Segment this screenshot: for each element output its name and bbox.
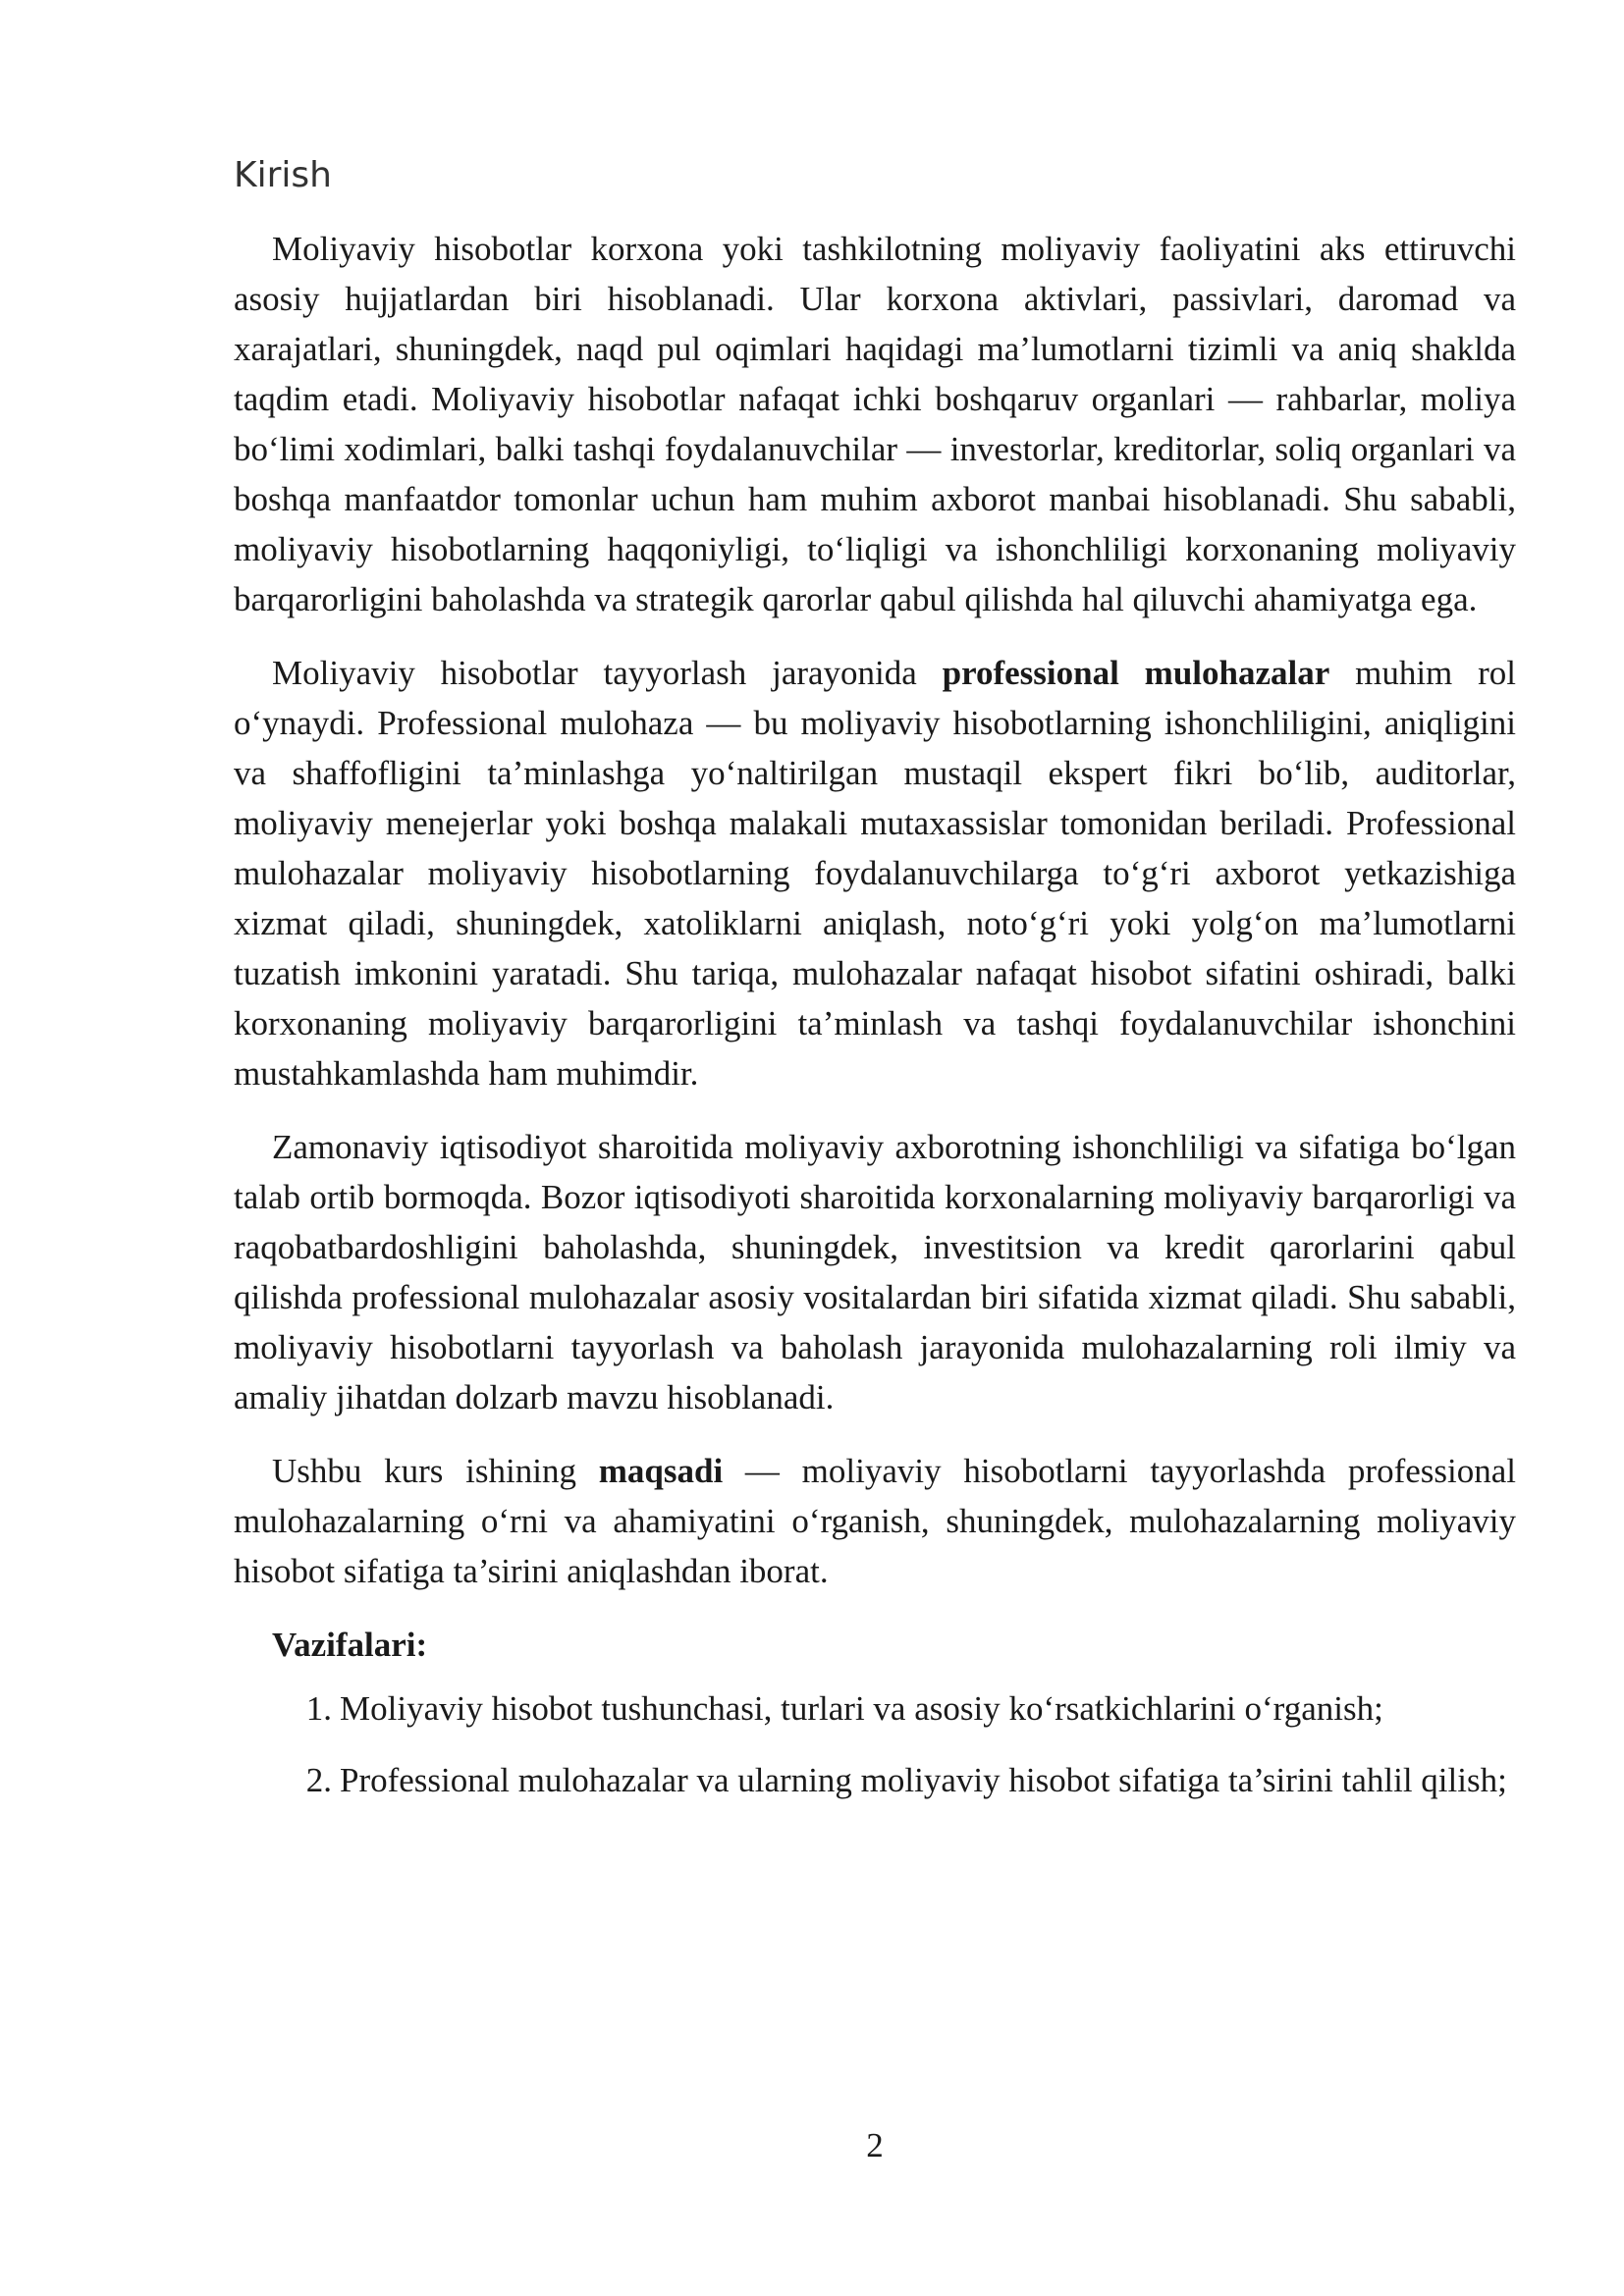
paragraph-text: muhim rol o‘ynaydi. Professional mulohaza — bu moliyaviy hisobotlarning ishonchliligini, aniqligini va shaffofligini ta’minlashga yo‘naltirilgan mustaqil ekspert fikri bo‘lib, auditorlar, moliyaviy menejerlar yoki boshqa malakali mutaxassislar tomonidan beriladi. Professional mulohazalar moliyaviy hisobotlarning foydalanuvchilarga to‘g‘ri axborot yetkazishiga xizmat qiladi, shuningdek, xatoliklarni aniqlash, noto‘g‘ri yoki yolg‘on ma’lumotlarni tuzatish imkonini yaratadi. Shu tariqa, mulohazalar nafaqat hisobot sifatini oshiradi, balki korxonaning moliyaviy barqarorligini ta’minlash va tashqi foydalanuvchilar ishonchini mustahkamlashda ham muhimdir. xyxy=(234,654,1516,1093)
paragraph-text: Moliyaviy hisobotlar tayyorlash jarayonida xyxy=(272,654,943,692)
paragraph-text: Moliyaviy hisobotlar korxona yoki tashkilotning moliyaviy faoliyatini aks ettiruvchi asosiy hujjatlardan biri hisoblanadi. Ular korxona aktivlari, passivlari, daromad va xarajatlari, shuningdek, naqd pul oqimlari haqidagi ma’lumotlarni tizimli va aniq shaklda taqdim etadi. Moliyaviy hisobotlar nafaqat ichki boshqaruv organlari — rahbarlar, moliya bo‘limi xodimlari, balki tashqi foydalanuvchilar — investorlar, kreditorlar, soliq organlari va boshqa manfaatdor tomonlar uchun ham muhim axborot manbai hisoblanadi. Shu sababli, moliyaviy hisobotlarning haqqoniyligi, to‘liqligi va ishonchliligi korxonaning moliyaviy barqarorligini baholashda va strategik qarorlar qabul qilishda hal qiluvchi ahamiyatga ega. xyxy=(234,230,1516,618)
paragraph-text: — moliyaviy hisobotlarni tayyorlashda professional mulohazalarning o‘rni va ahamiyatini o‘rganish, shuningdek, mulohazalarning moliyaviy hisobot sifatiga ta’sirini aniqlashdan iborat. xyxy=(234,1452,1516,1590)
tasks-title: Vazifalari: xyxy=(272,1626,428,1664)
list-item-text: Moliyaviy hisobot tushunchasi, turlari va asosiy ko‘rsatkichlarini o‘rganish; xyxy=(340,1689,1383,1728)
paragraph-professional-judgments xyxy=(234,648,1516,1098)
list-item xyxy=(234,1755,1516,1805)
bold-term: maqsadi xyxy=(598,1452,724,1490)
paragraph-text: Zamonaviy iqtisodiyot sharoitida moliyaviy axborotning ishonchliligi va sifatiga bo‘lgan talab ortib bormoqda. Bozor iqtisodiyoti sharoitida korxonalarning moliyaviy barqarorligi va raqobatbardoshligini baholashda, shuningdek, investitsion va kredit qarorlarini qabul qilishda professional mulohazalar asosiy vositalardan biri sifatida xizmat qiladi. Shu sababli, moliyaviy hisobotlarni tayyorlash va baholash jarayonida mulohazalarning roli ilmiy va amaliy jihatdan dolzarb mavzu hisoblanadi. xyxy=(234,1128,1516,1416)
list-item-number: 1. xyxy=(305,1689,332,1728)
list-item xyxy=(234,1683,1516,1734)
paragraph-text: Ushbu kurs ishining xyxy=(272,1452,599,1490)
document-page xyxy=(234,0,1516,2296)
page-number: 2 xyxy=(866,2126,884,2164)
list-item-number: 2. xyxy=(305,1761,332,1799)
body-text xyxy=(234,224,1516,1827)
paragraph-goal xyxy=(234,1446,1516,1596)
bold-term: professional mulohazalar xyxy=(942,654,1330,692)
tasks-list xyxy=(234,1683,1516,1805)
section-heading: Kirish xyxy=(234,155,332,195)
list-item-text: Professional mulohazalar va ularning moliyaviy hisobot sifatiga ta’sirini tahlil qilish; xyxy=(340,1761,1507,1799)
paragraph-intro xyxy=(234,224,1516,624)
paragraph-modern-economy xyxy=(234,1122,1516,1422)
